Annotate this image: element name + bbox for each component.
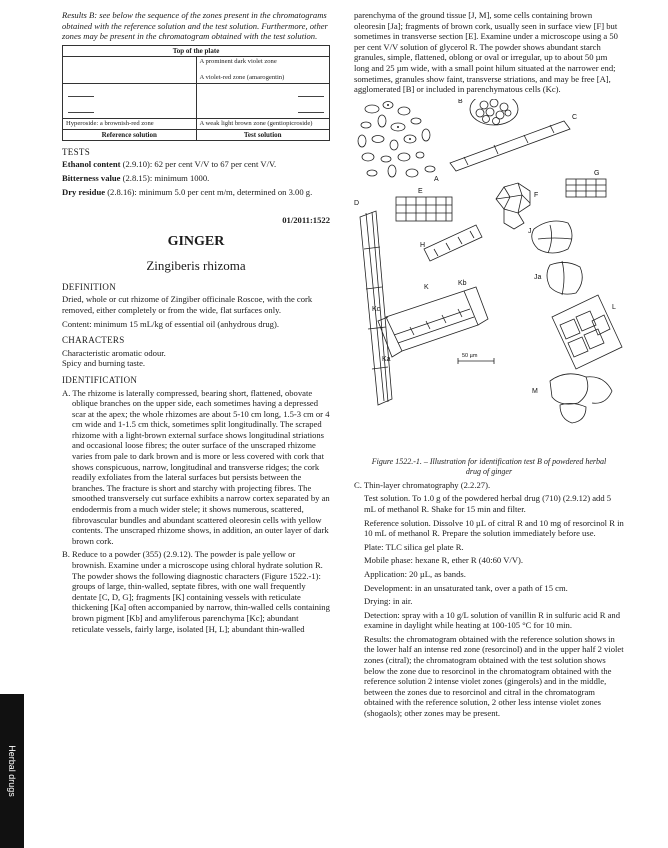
results-b-text: Results B: see below the sequence of the zones present in the chromatograms obtained with the reference solution and the test solution. Furthermore, other zones may be present in the chromatogram obtained with the test solution. bbox=[62, 10, 328, 42]
dry-residue: Dry residue (2.8.16): minimum 5.0 per cent m/m, determined on 3.00 g. bbox=[62, 186, 313, 197]
monograph-title: GINGER bbox=[167, 233, 225, 249]
plate: Plate: TLC silica gel plate R. bbox=[364, 541, 464, 552]
test-zone-1: A prominent dark violet zone A violet-red zone (amarogentin) bbox=[196, 56, 330, 83]
fibre-fragment-g bbox=[566, 179, 606, 197]
figure-label-f: F bbox=[534, 191, 539, 199]
figure-label-d: D bbox=[354, 199, 360, 207]
identification-b: B. Reduce to a powder (355) (2.9.12). The powder is pale yellow or brownish. Examine under a microscope using chloral hydrate solution R. The powder shows the following diagnostic characters (Figure 1522.-1): groups of large, thin-walled, septate fibres, with one wall frequently dentate [C, D, G]; fragments [K] containing vessels with reticulate thickening [Ka] often accompanied by narrow, thin-walled cells containing brown pigment [Kb] and amyliferous parenchyma [Kc]; abundant reticulate vessels, fairly large, isolated [H, L]; abundant thin-walled bbox=[62, 549, 330, 634]
figure-label-g: G bbox=[594, 169, 600, 177]
right-column bbox=[354, 10, 624, 722]
figure-label-kc: Kc bbox=[372, 305, 381, 313]
figure-label-b: B bbox=[458, 98, 463, 105]
table-top-label: Top of the plate bbox=[63, 45, 330, 56]
left-column bbox=[62, 10, 330, 637]
reticulate-vessel-h bbox=[424, 225, 482, 261]
ethanol-content: Ethanol content (2.9.10): 62 per cent V/V to 67 per cent V/V. bbox=[62, 159, 277, 170]
test-empty-cell bbox=[196, 83, 330, 118]
microscopy-figure bbox=[354, 99, 624, 455]
figure-label-k: K bbox=[424, 283, 429, 291]
parenchyma-m bbox=[550, 374, 612, 423]
figure-label-c: C bbox=[572, 113, 578, 121]
latin-title: Zingiberis rhizoma bbox=[146, 257, 246, 273]
figure-label-l: L bbox=[612, 303, 616, 311]
ref-zone: Hyperoside: a brownish-red zone bbox=[63, 118, 197, 129]
test-solution: Test solution. To 1.0 g of the powdered herbal drug (710) (2.9.12) add 5 mL of methanol R. Shake for 15 min and filter. bbox=[364, 493, 612, 514]
development: Development: in an unsaturated tank, over a path of 15 cm. bbox=[364, 582, 568, 593]
content-text: Content: minimum 15 mL/kg of essential oil (anhydrous drug). bbox=[62, 318, 279, 329]
mobile-phase: Mobile phase: hexane R, ether R (40:60 V/V). bbox=[364, 555, 524, 566]
definition-text: Dried, whole or cut rhizome of Zingiber officinale Roscoe, with the cork removed, either completely or from the wide, flat surfaces only. bbox=[62, 294, 313, 315]
definition-heading: DEFINITION bbox=[62, 281, 116, 292]
detection: Detection: spray with a 10 g/L solution of vanillin R in sulfuric acid R and examine in daylight while heating at 100-105 °C for 10 min. bbox=[364, 609, 621, 631]
bitterness-value: Bitterness value (2.8.15): minimum 1000. bbox=[62, 172, 210, 183]
identification-a: A. The rhizome is laterally compressed, bearing short, flattened, obovate oblique branches on the upper side, each sometimes having a depressed scar at the apex; the whole rhizomes are about 5-10 cm long, 1.5-3 cm or 4 cm wide and 1-1.5 cm thick, sometimes split longitudinally. The scraped rhizome with a light-brown external surface shows longitudinal striations and occasional loose fibres; the outer surface of the unscraped rhizome varies from pale to dark brown and is more or less covered with cork that shows conspicuous, narrow, longitudinal and transverse ridges; the cork readily exfoliates from the lateral surfaces but persists between the branches. The fracture is short and starchy with projecting fibres. The smoothed transversely cut surface exhibits a narrow cortex separated by an endodermis from a much wider stele; it shows numerous, scattered, fibrovascular bundles and abundant scattered oleoresin cells with yellow contents. The unscraped rhizome shows, in addition, an outer layer of dark brown cork. bbox=[62, 387, 330, 546]
figure-label-m: M bbox=[532, 387, 538, 395]
characters-odour: Characteristic aromatic odour. bbox=[62, 347, 166, 358]
results: Results: the chromatogram obtained with the reference solution shows in the lower half an intense red zone (resorcinol) and in the upper half 2 violet zones (citral); the chromatogram obtained with the test solution shows below the zone due to resorcinol in the chromatogram obtained with the reference solution 2 intense violet zones (gingerols) and in the middle, between the zones due to resorcinol and citral in the chromatogram obtained with the reference solution, 2 other less intense violet zones (shogaols); other zones may be present. bbox=[364, 633, 624, 719]
tlc-intro: C. Thin-layer chromatography (2.2.27). bbox=[354, 479, 491, 490]
reference-solution: Reference solution. Dissolve 10 µL of citral R and 10 mg of resorcinol R in 10 mL of methanol R. Prepare the solution immediately before use. bbox=[364, 517, 624, 539]
application: Application: 20 µL, as bands. bbox=[364, 568, 466, 579]
figure-label-ja: Ja bbox=[534, 273, 542, 281]
figure-label-a: A bbox=[434, 175, 439, 183]
drying: Drying: in air. bbox=[364, 596, 413, 607]
col-reference-solution: Reference solution bbox=[63, 129, 197, 140]
col-test-solution: Test solution bbox=[196, 129, 330, 140]
figure-label-ka: Ka bbox=[382, 355, 391, 363]
tlc-details bbox=[354, 493, 624, 718]
monograph-reference: 01/2011:1522 bbox=[282, 215, 330, 226]
figure-label-j: J bbox=[528, 227, 532, 235]
side-tab bbox=[0, 694, 24, 848]
identification-b-continued: parenchyma of the ground tissue [J, M], some cells containing brown oleoresin [Ja]; fragments of brown cork, usually seen in surface view [F] but sometimes in transverse section [E]. Examine under a microscope using a 50 per cent V/V solution of glycerol R. The powder shows abundant starch granules, simple, flattened, oblong or oval or irregular, up to about 50 µm long and 25 µm wide, with a small point hilum situated at the narrower end; sometimes, granules show faint, transverse striations, and may be free [A], agglomerated [B] or included in parenchymatous cells (Kc). bbox=[354, 10, 618, 95]
tests-heading: TESTS bbox=[62, 146, 91, 157]
characters-taste: Spicy and burning taste. bbox=[62, 358, 146, 369]
vessel-fragment-k bbox=[378, 287, 488, 357]
characters-heading: CHARACTERS bbox=[62, 335, 125, 346]
cork-transverse-e bbox=[396, 197, 452, 221]
parenchyma-j bbox=[532, 221, 583, 295]
starch-agglomerate-b bbox=[470, 99, 518, 125]
chromatogram-table bbox=[62, 45, 330, 141]
microscopy-illustration bbox=[354, 99, 624, 455]
septate-fibre-c bbox=[450, 121, 570, 171]
cork-surface-f bbox=[496, 183, 530, 229]
scale-bar-label: 50 µm bbox=[462, 352, 478, 359]
test-zone-2: A violet-red zone (amarogentin) bbox=[199, 73, 285, 81]
figure-label-h: H bbox=[420, 241, 426, 249]
starch-granules-a bbox=[358, 101, 435, 177]
test-zone-3: A weak light brown zone (gentiopicroside) bbox=[196, 118, 330, 129]
side-tab-label: Herbal drugs bbox=[7, 745, 17, 797]
figure-label-e: E bbox=[418, 187, 423, 195]
figure-caption: Figure 1522.-1. – Illustration for identification test B of powdered herbal drug of ginger bbox=[371, 456, 607, 476]
identification-heading: IDENTIFICATION bbox=[62, 374, 138, 385]
ref-empty-cell bbox=[63, 83, 197, 118]
figure-label-kb: Kb bbox=[458, 279, 467, 287]
